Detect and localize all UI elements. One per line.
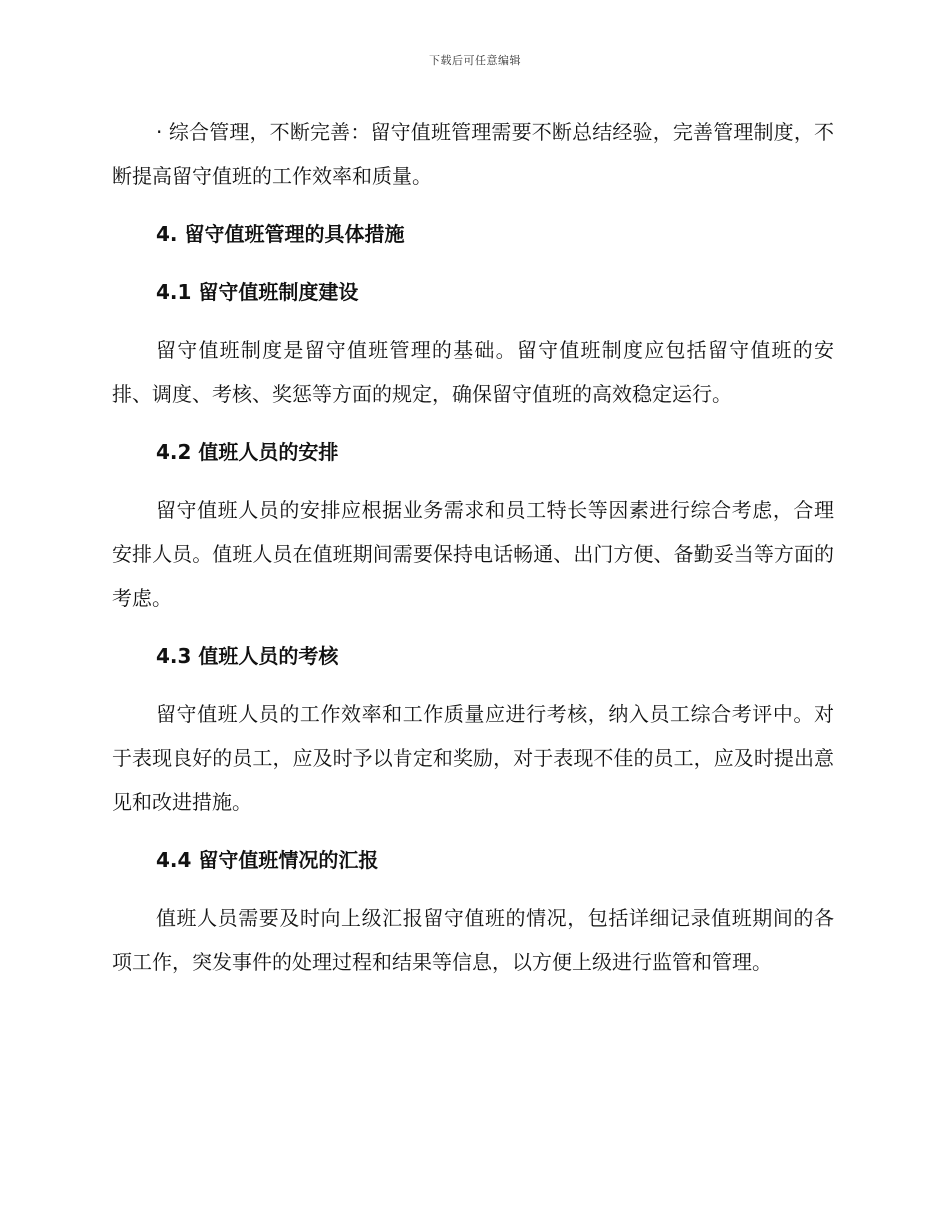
section-heading-4-3: 4.3 值班人员的考核: [156, 644, 339, 668]
section-heading-4-2: 4.2 值班人员的安排: [156, 440, 339, 464]
section-heading-4: 4. 留守值班管理的具体措施: [156, 222, 405, 246]
paragraph-comprehensive-management: · 综合管理，不断完善：留守值班管理需要不断总结经验，完善管理制度，不断提高留守值班的工作效率和质量。: [112, 120, 834, 188]
document-body: [112, 110, 834, 984]
paragraph-4-3: 留守值班人员的工作效率和工作质量应进行考核，纳入员工综合考评中。对于表现良好的员工，应及时予以肯定和奖励，对于表现不佳的员工，应及时提出意见和改进措施。: [112, 702, 834, 814]
paragraph-4-1: 留守值班制度是留守值班管理的基础。留守值班制度应包括留守值班的安排、调度、考核、奖惩等方面的规定，确保留守值班的高效稳定运行。: [112, 338, 834, 406]
section-heading-4-4: 4.4 留守值班情况的汇报: [156, 848, 379, 872]
paragraph-4-2: 留守值班人员的安排应根据业务需求和员工特长等因素进行综合考虑，合理安排人员。值班人员在值班期间需要保持电话畅通、出门方便、备勤妥当等方面的考虑。: [112, 498, 834, 610]
header-note: 下载后可任意编辑: [429, 54, 521, 67]
paragraph-4-4: 值班人员需要及时向上级汇报留守值班的情况，包括详细记录值班期间的各项工作，突发事件的处理过程和结果等信息，以方便上级进行监管和管理。: [112, 906, 834, 974]
section-heading-4-1: 4.1 留守值班制度建设: [156, 280, 359, 304]
